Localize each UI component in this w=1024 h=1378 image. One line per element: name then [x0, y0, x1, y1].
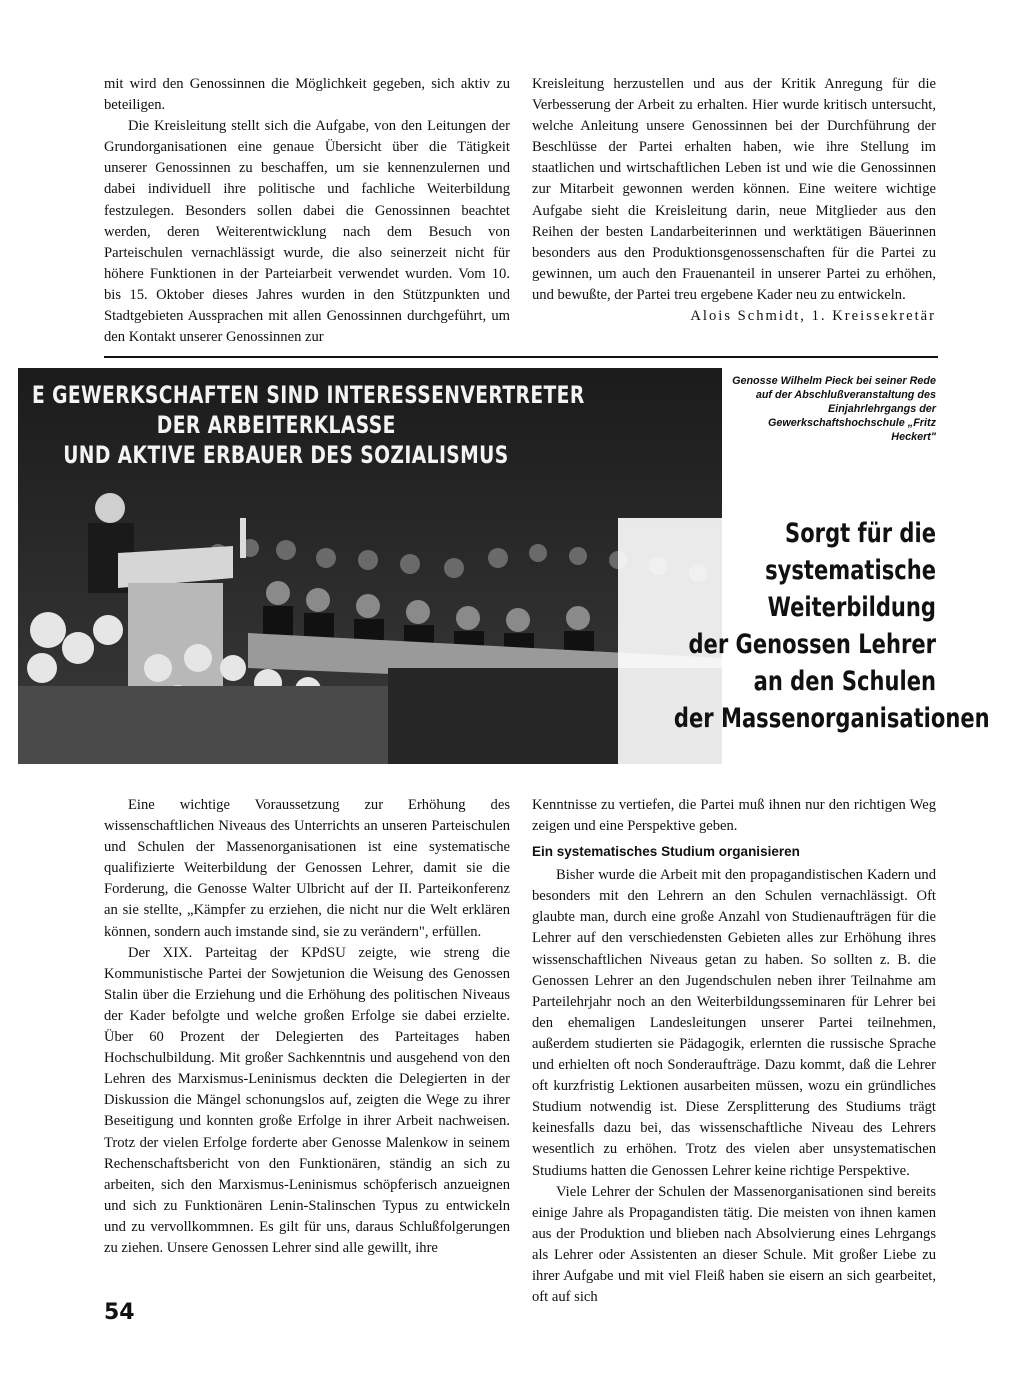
article-right-column	[532, 795, 936, 1308]
article-headline	[600, 515, 990, 737]
photo-banner	[32, 380, 585, 470]
article-right-intro: Kenntnisse zu vertiefen, die Partei muß ihnen nur den richtigen Weg zeigen und eine Perspektive geben.	[532, 797, 936, 835]
article-left-column	[104, 795, 510, 1259]
top-left-paragraph-2: Die Kreisleitung stellt sich die Aufgabe, von den Leitungen der Grundorganisationen eine genaue Übersicht über die Tätigkeit unserer Genossinnen zu beschaffen, um sie kennenzulernen und dabei individuell ihre politische und fachliche Weiterbildung festzulegen. Besonders sollen dabei die Genossinnen beachtet werden, deren Weiterentwicklung nach dem Besuch von Parteischulen vernachlässigt wurde, die also seinerzeit nicht für höhere Funktionen in der Parteiarbeit verwendet wurden. Vom 10. bis 15. Oktober dieses Jahres wurden in den Stützpunkten und Stadtgebieten Aussprachen mit allen Genossinnen durchgeführt, um den Kontakt unserer Genossinnen zur	[104, 118, 510, 346]
article-left-paragraph-1: Eine wichtige Voraussetzung zur Erhöhung des wissenschaftlichen Niveaus des Unterrichts an unseren Parteischulen und Schulen der Massenorganisationen ist eine systematische qualifizierte Weiterbildung der Genossen Lehrer, damit sie die Forderung, die Genosse Walter Ulbricht auf der II. Parteikonferenz an sie stellte, „Kämpfer zu erziehen, die nicht nur die Welt erklären können, sondern auch imstande sind, sie zu verändern", erfüllen.	[104, 797, 510, 940]
headline-line-1: Sorgt für die	[785, 518, 936, 549]
article-subheading: Ein systematisches Studium organisieren	[532, 844, 800, 860]
section-divider-rule	[104, 356, 938, 358]
headline-line-2: systematische	[765, 555, 936, 586]
speaker-figure	[95, 493, 125, 523]
headline-line-4: der Genossen Lehrer	[688, 629, 936, 660]
top-right-paragraph-1: Kreisleitung herzustellen und aus der Kritik Anregung für die Verbesserung der Arbeit zu erhalten. Hier wurde kritisch untersucht, welche Anleitung unsere Genossinnen bei der Durchführung der Beschlüsse der Partei erhalten haben, wie ihre Stellung im staatlichen und wirtschaftlichen Leben ist und wie die Genossinnen zur Mitarbeit gewonnen werden können. Eine weitere wichtige Aufgabe sieht die Kreisleitung darin, neue Mitglieder aus den Reihen der besten Landarbeiterinnen und werktätigen Bäuerinnen besonders aus den Produktionsgenossenschaften für die Partei zu gewinnen, um auch den Frauenanteil in unserer Partei zu erhöhen, und bewußte, der Partei treu ergebene Kader neu zu entwickeln.	[532, 76, 936, 303]
photo-caption: Genosse Wilhelm Pieck bei seiner Rede auf der Abschlußveranstaltung des Einjahrlehrgangs der Gewerkschaftshochschule „Fritz Heckert"	[732, 375, 936, 443]
top-right-column	[532, 74, 936, 327]
article-left-paragraph-2: Der XIX. Parteitag der KPdSU zeigte, wie streng die Kommunistische Partei der Sowjetunion die Weisung des Genossen Stalin über die Erziehung und die Erhöhung des politischen Niveaus der Kader befolgte und welche großen Erfolge sie dabei erzielte. Über 60 Prozent der Delegierten des Parteitages haben Hochschulbildung. Mit großer Sachkenntnis und ausgehend von den Lehren des Marxismus-Leninismus deckten die Delegierten in der Diskussion die Mängel schonungslos auf, zeigten die Wege zu ihrer Beseitigung und konnten große Erfolge in ihrer Arbeit nachweisen. Trotz der vielen Erfolge forderte aber Genosse Malenkow in seinem Rechenschaftsbericht von den Funktionären, ständig an sich zu arbeiten, sich den Marxismus-Leninismus schöpferisch anzueignen und sich zu Funktionären Lenin-Stalinschen Typus zu entwickeln und zu vervollkommnen. Es gilt für uns, daraus Schlußfolgerungen zu ziehen. Unsere Genossen Lehrer sind alle gewillt, ihre	[104, 944, 510, 1256]
banner-line-1: E GEWERKSCHAFTEN SIND INTERESSENVERTRETER	[32, 381, 585, 409]
microphone	[240, 518, 246, 558]
article-right-paragraph-2: Viele Lehrer der Schulen der Massenorganisationen sind bereits einige Jahre als Propagandisten tätig. Die meisten von ihnen kamen aus der Produktion und blieben nach Absolvierung eines Lehrgangs als Lehrer oder Assistenten an dieser Schule. Mit großer Liebe zu ihrer Aufgabe und mit viel Fleiß haben sie eisern an sich gearbeitet, oft auf sich	[532, 1183, 936, 1306]
headline-line-3: Weiterbildung	[767, 592, 936, 623]
headline-line-6: der Massenorganisationen	[673, 703, 990, 734]
page-number: 54	[104, 1300, 135, 1325]
headline-line-5: an den Schulen	[753, 666, 936, 697]
author-signature: Alois Schmidt, 1. Kreissekretär	[690, 308, 936, 325]
top-left-paragraph-1: mit wird den Genossinnen die Möglichkeit gegeben, sich aktiv zu beteiligen.	[104, 76, 510, 114]
top-left-column	[104, 74, 510, 348]
banner-line-3: UND AKTIVE ERBAUER DES SOZIALISMUS	[63, 441, 509, 469]
flower-leaves	[18, 686, 388, 764]
article-right-paragraph-1: Bisher wurde die Arbeit mit den propagandistischen Kadern und besonders mit den Lehrern an den Schulen vernachlässigt. Oft glaubte man, durch eine große Anzahl von Studienaufträgen für die Lehrer auf den verschiedensten Gebieten alles zur Erhöhung ihres wissenschaftlichen Niveaus getan zu haben. So sollten z. B. die Genossen Lehrer an den Jugendschulen neben ihrer Teilnahme am Parteilehrjahr noch an den Weiterbildungsseminaren für Lehrer bei den ehemaligen Landesleitungen unserer Partei teilnehmen, außerdem studierten sie Pädagogik, erlernten die russische Sprache und erhielten oft noch Sonderaufträge. Dazu kommt, daß die Lehrer oft kurzfristig Lektionen ausarbeiten müssen, wozu ein gründliches Studium notwendig ist. Diese Zersplitterung des Studiums trägt keinesfalls dazu bei, das wissenschaftliche Niveau des Lehrers wesentlich zu erhöhen. Trotz des vielen aber unsystematischen Studiums hatten die Genossen Lehrer keine richtige Perspektive.	[532, 867, 936, 1179]
banner-line-2: DER ARBEITERKLASSE	[156, 411, 396, 439]
